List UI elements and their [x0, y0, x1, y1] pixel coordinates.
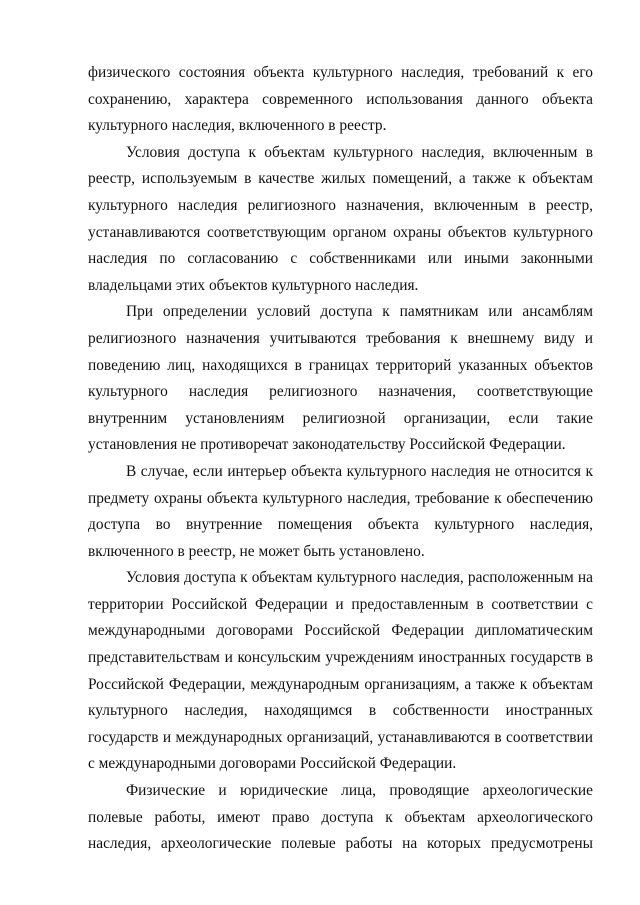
- paragraph-2: Условия доступа к объектам культурного наследия, включенным в реестр, используемым в качестве жилых помещений, а также к объектам культурного наследия религиозного назначения, включенным в реестр, устанавливаются соответствующим органом охраны объектов культурного наследия по согласованию с собственниками или иными законными владельцами этих объектов культурного наследия.: [88, 143, 593, 294]
- paragraph-3: При определении условий доступа к памятникам или ансамблям религиозного назначения учитываются требования к внешнему виду и поведению лиц, находящихся в границах территорий указанных объектов культурного наследия религиозного назначения, соответствующие внутренним установлениям религиозной организации, если такие установления не противоречат законодательству Российской Федерации.: [88, 303, 593, 454]
- paragraph-1: физического состояния объекта культурного наследия, требований к его сохранению, характера современного использования данного объекта культурного наследия, включенного в реестр.: [88, 64, 593, 135]
- paragraph-6: Физические и юридические лица, проводящие археологические полевые работы, имеют право доступа к объектам археологического наследия, археологические полевые работы на которых предусмотрены: [88, 782, 593, 853]
- paragraph-4: В случае, если интерьер объекта культурного наследия не относится к предмету охраны объекта культурного наследия, требование к обеспечению доступа во внутренние помещения объекта культурного наследия, включенного в реестр, не может быть установлено.: [88, 462, 593, 560]
- document-body: [88, 60, 593, 858]
- paragraph-5: Условия доступа к объектам культурного наследия, расположенным на территории Российской Федерации и предоставленным в соответствии с международными договорами Российской Федерации дипломатическим представительствам и консульским учреждениям иностранных государств в Российской Федерации, международным организациям, а также к объектам культурного наследия, находящимся в собственности иностранных государств и международных организаций, устанавливаются в соответствии с международными договорами Российской Федерации.: [88, 569, 593, 773]
